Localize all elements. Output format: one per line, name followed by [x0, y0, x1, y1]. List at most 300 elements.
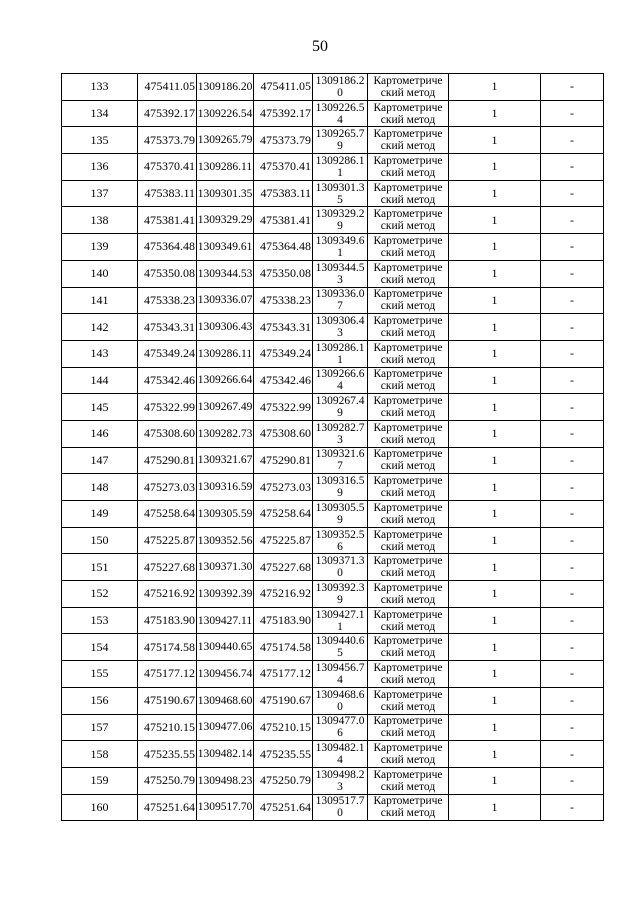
- precision-cell: 1: [449, 207, 541, 234]
- description-cell: -: [541, 474, 604, 501]
- y-existing-cell: 1309456.74: [197, 661, 254, 688]
- table-row: [62, 260, 604, 287]
- x-new-cell: 475174.58: [254, 634, 313, 661]
- x-new-cell: 475343.31: [254, 314, 313, 341]
- x-existing-cell: 475383.11: [138, 180, 197, 207]
- y-existing-cell: 1309226.54: [197, 100, 254, 127]
- x-existing-cell: 475392.17: [138, 100, 197, 127]
- table-row: [62, 367, 604, 394]
- method-text-line2: ский метод: [380, 140, 436, 153]
- x-new-cell: 475273.03: [254, 474, 313, 501]
- point-number-cell: 158: [62, 741, 138, 768]
- x-new-cell: 475364.48: [254, 234, 313, 261]
- table-row: [62, 767, 604, 794]
- x-new-cell: 475322.99: [254, 394, 313, 421]
- x-existing-cell: 475177.12: [138, 661, 197, 688]
- point-number-cell: 154: [62, 634, 138, 661]
- x-new-cell: 475235.55: [254, 741, 313, 768]
- method-text-line2: ский метод: [380, 593, 436, 606]
- method-cell: [368, 394, 449, 421]
- x-new-cell: 475210.15: [254, 714, 313, 741]
- method-text-line2: ский метод: [380, 166, 436, 179]
- method-text-line2: ский метод: [380, 353, 436, 366]
- y-new-cell: 1309282.73: [313, 420, 368, 447]
- method-text-line1: Картометриче: [373, 101, 443, 114]
- method-text-line1: Картометриче: [373, 395, 443, 408]
- method-text-line2: ский метод: [380, 220, 436, 233]
- precision-cell: 1: [449, 154, 541, 181]
- method-cell: [368, 714, 449, 741]
- precision-cell: 1: [449, 74, 541, 101]
- method-cell: [368, 314, 449, 341]
- method-cell: [368, 447, 449, 474]
- y-new-cell: 1309392.39: [313, 581, 368, 608]
- y-existing-cell: 1309371.30: [197, 554, 254, 581]
- method-cell: [368, 687, 449, 714]
- method-text-line2: ский метод: [380, 807, 436, 820]
- method-text-line1: Картометриче: [373, 341, 443, 354]
- method-text-line1: Картометриче: [373, 74, 443, 87]
- method-cell: [368, 367, 449, 394]
- x-existing-cell: 475342.46: [138, 367, 197, 394]
- precision-cell: 1: [449, 554, 541, 581]
- table-row: [62, 661, 604, 688]
- method-cell: [368, 234, 449, 261]
- point-number-cell: 142: [62, 314, 138, 341]
- point-number-cell: 151: [62, 554, 138, 581]
- x-existing-cell: 475225.87: [138, 527, 197, 554]
- description-cell: -: [541, 154, 604, 181]
- point-number-cell: 160: [62, 794, 138, 821]
- precision-cell: 1: [449, 634, 541, 661]
- description-cell: -: [541, 527, 604, 554]
- method-text-line1: Картометриче: [373, 128, 443, 141]
- x-new-cell: 475411.05: [254, 74, 313, 101]
- method-text-line1: Картометриче: [373, 635, 443, 648]
- method-text-line2: ский метод: [380, 460, 436, 473]
- table-row: [62, 794, 604, 821]
- x-existing-cell: 475251.64: [138, 794, 197, 821]
- method-text-line2: ский метод: [380, 567, 436, 580]
- x-new-cell: 475308.60: [254, 420, 313, 447]
- point-number-cell: 139: [62, 234, 138, 261]
- precision-cell: 1: [449, 100, 541, 127]
- x-existing-cell: 475190.67: [138, 687, 197, 714]
- method-text-line1: Картометриче: [373, 154, 443, 167]
- description-cell: -: [541, 794, 604, 821]
- method-cell: [368, 767, 449, 794]
- x-existing-cell: 475174.58: [138, 634, 197, 661]
- point-number-cell: 150: [62, 527, 138, 554]
- method-text-line1: Картометриче: [373, 208, 443, 221]
- description-cell: -: [541, 100, 604, 127]
- point-number-cell: 144: [62, 367, 138, 394]
- method-text-line1: Картометриче: [373, 315, 443, 328]
- y-existing-cell: 1309286.11: [197, 340, 254, 367]
- table-row: [62, 154, 604, 181]
- y-new-cell: 1309265.79: [313, 127, 368, 154]
- y-new-cell: 1309517.70: [313, 794, 368, 821]
- precision-cell: 1: [449, 367, 541, 394]
- x-new-cell: 475250.79: [254, 767, 313, 794]
- x-existing-cell: 475235.55: [138, 741, 197, 768]
- x-existing-cell: 475381.41: [138, 207, 197, 234]
- method-text-line2: ский метод: [380, 513, 436, 526]
- description-cell: -: [541, 420, 604, 447]
- method-text-line2: ский метод: [380, 327, 436, 340]
- precision-cell: 1: [449, 287, 541, 314]
- x-new-cell: 475225.87: [254, 527, 313, 554]
- method-text-line2: ский метод: [380, 193, 436, 206]
- x-existing-cell: 475338.23: [138, 287, 197, 314]
- y-existing-cell: 1309344.53: [197, 260, 254, 287]
- x-existing-cell: 475364.48: [138, 234, 197, 261]
- point-number-cell: 149: [62, 501, 138, 528]
- y-new-cell: 1309336.07: [313, 287, 368, 314]
- method-text-line1: Картометриче: [373, 261, 443, 274]
- description-cell: -: [541, 581, 604, 608]
- point-number-cell: 138: [62, 207, 138, 234]
- description-cell: -: [541, 714, 604, 741]
- table-row: [62, 74, 604, 101]
- precision-cell: 1: [449, 314, 541, 341]
- y-existing-cell: 1309186.20: [197, 74, 254, 101]
- table-row: [62, 687, 604, 714]
- method-text-line1: Картометриче: [373, 181, 443, 194]
- y-existing-cell: 1309440.65: [197, 634, 254, 661]
- method-text-line2: ский метод: [380, 540, 436, 553]
- precision-cell: 1: [449, 767, 541, 794]
- point-number-cell: 147: [62, 447, 138, 474]
- y-existing-cell: 1309265.79: [197, 127, 254, 154]
- x-existing-cell: 475308.60: [138, 420, 197, 447]
- method-text-line2: ский метод: [380, 300, 436, 313]
- y-existing-cell: 1309482.14: [197, 741, 254, 768]
- method-text-line1: Картометриче: [373, 501, 443, 514]
- x-existing-cell: 475349.24: [138, 340, 197, 367]
- description-cell: -: [541, 180, 604, 207]
- y-existing-cell: 1309392.39: [197, 581, 254, 608]
- method-text-line1: Картометриче: [373, 234, 443, 247]
- x-new-cell: 475350.08: [254, 260, 313, 287]
- y-new-cell: 1309482.14: [313, 741, 368, 768]
- table-row: [62, 207, 604, 234]
- description-cell: -: [541, 314, 604, 341]
- y-existing-cell: 1309305.59: [197, 501, 254, 528]
- method-text-line2: ский метод: [380, 673, 436, 686]
- table-row: [62, 714, 604, 741]
- method-cell: [368, 260, 449, 287]
- method-text-line2: ский метод: [380, 620, 436, 633]
- x-existing-cell: 475227.68: [138, 554, 197, 581]
- x-existing-cell: 475290.81: [138, 447, 197, 474]
- point-number-cell: 146: [62, 420, 138, 447]
- table-row: [62, 741, 604, 768]
- method-cell: [368, 607, 449, 634]
- x-new-cell: 475383.11: [254, 180, 313, 207]
- y-new-cell: 1309498.23: [313, 767, 368, 794]
- y-new-cell: 1309316.59: [313, 474, 368, 501]
- table-row: [62, 527, 604, 554]
- x-new-cell: 475177.12: [254, 661, 313, 688]
- x-existing-cell: 475411.05: [138, 74, 197, 101]
- description-cell: -: [541, 74, 604, 101]
- method-text-line1: Картометриче: [373, 715, 443, 728]
- coordinates-table-body: [62, 74, 604, 821]
- method-cell: [368, 501, 449, 528]
- precision-cell: 1: [449, 741, 541, 768]
- method-text-line1: Картометриче: [373, 288, 443, 301]
- method-text-line1: Картометриче: [373, 608, 443, 621]
- point-number-cell: 157: [62, 714, 138, 741]
- point-number-cell: 156: [62, 687, 138, 714]
- point-number-cell: 148: [62, 474, 138, 501]
- x-existing-cell: 475273.03: [138, 474, 197, 501]
- method-text-line1: Картометриче: [373, 581, 443, 594]
- y-existing-cell: 1309352.56: [197, 527, 254, 554]
- precision-cell: 1: [449, 607, 541, 634]
- method-text-line2: ский метод: [380, 113, 436, 126]
- x-existing-cell: 475370.41: [138, 154, 197, 181]
- y-new-cell: 1309186.20: [313, 74, 368, 101]
- method-text-line1: Картометриче: [373, 421, 443, 434]
- description-cell: -: [541, 367, 604, 394]
- y-existing-cell: 1309468.60: [197, 687, 254, 714]
- description-cell: -: [541, 501, 604, 528]
- precision-cell: 1: [449, 340, 541, 367]
- x-new-cell: 475227.68: [254, 554, 313, 581]
- table-row: [62, 501, 604, 528]
- description-cell: -: [541, 767, 604, 794]
- precision-cell: 1: [449, 260, 541, 287]
- x-new-cell: 475370.41: [254, 154, 313, 181]
- y-new-cell: 1309468.60: [313, 687, 368, 714]
- x-new-cell: 475258.64: [254, 501, 313, 528]
- method-text-line2: ский метод: [380, 487, 436, 500]
- method-cell: [368, 527, 449, 554]
- method-cell: [368, 180, 449, 207]
- x-existing-cell: 475216.92: [138, 581, 197, 608]
- precision-cell: 1: [449, 234, 541, 261]
- precision-cell: 1: [449, 474, 541, 501]
- method-text-line2: ский метод: [380, 407, 436, 420]
- y-new-cell: 1309371.30: [313, 554, 368, 581]
- y-new-cell: 1309344.53: [313, 260, 368, 287]
- description-cell: -: [541, 687, 604, 714]
- y-new-cell: 1309301.35: [313, 180, 368, 207]
- x-existing-cell: 475343.31: [138, 314, 197, 341]
- x-existing-cell: 475210.15: [138, 714, 197, 741]
- y-existing-cell: 1309282.73: [197, 420, 254, 447]
- description-cell: -: [541, 741, 604, 768]
- description-cell: -: [541, 554, 604, 581]
- method-cell: [368, 554, 449, 581]
- method-cell: [368, 127, 449, 154]
- y-existing-cell: 1309329.29: [197, 207, 254, 234]
- precision-cell: 1: [449, 661, 541, 688]
- table-row: [62, 634, 604, 661]
- method-cell: [368, 74, 449, 101]
- point-number-cell: 141: [62, 287, 138, 314]
- description-cell: -: [541, 394, 604, 421]
- method-text-line1: Картометриче: [373, 368, 443, 381]
- y-new-cell: 1309266.64: [313, 367, 368, 394]
- x-new-cell: 475338.23: [254, 287, 313, 314]
- y-existing-cell: 1309336.07: [197, 287, 254, 314]
- description-cell: -: [541, 127, 604, 154]
- method-cell: [368, 581, 449, 608]
- x-new-cell: 475373.79: [254, 127, 313, 154]
- point-number-cell: 140: [62, 260, 138, 287]
- page-number: 50: [312, 38, 328, 55]
- x-new-cell: 475342.46: [254, 367, 313, 394]
- method-text-line1: Картометриче: [373, 555, 443, 568]
- point-number-cell: 159: [62, 767, 138, 794]
- method-text-line1: Картометриче: [373, 475, 443, 488]
- method-text-line1: Картометриче: [373, 528, 443, 541]
- precision-cell: 1: [449, 687, 541, 714]
- table-row: [62, 581, 604, 608]
- table-row: [62, 234, 604, 261]
- point-number-cell: 135: [62, 127, 138, 154]
- method-text-line2: ский метод: [380, 246, 436, 259]
- point-number-cell: 136: [62, 154, 138, 181]
- point-number-cell: 155: [62, 661, 138, 688]
- description-cell: -: [541, 607, 604, 634]
- method-cell: [368, 154, 449, 181]
- precision-cell: 1: [449, 394, 541, 421]
- x-new-cell: 475216.92: [254, 581, 313, 608]
- table-row: [62, 447, 604, 474]
- table-row: [62, 420, 604, 447]
- coordinates-table: [61, 73, 604, 821]
- y-new-cell: 1309440.65: [313, 634, 368, 661]
- y-new-cell: 1309321.67: [313, 447, 368, 474]
- method-text-line2: ский метод: [380, 433, 436, 446]
- table-row: [62, 100, 604, 127]
- table-row: [62, 180, 604, 207]
- table-row: [62, 340, 604, 367]
- x-existing-cell: 475350.08: [138, 260, 197, 287]
- method-cell: [368, 474, 449, 501]
- y-existing-cell: 1309349.61: [197, 234, 254, 261]
- method-cell: [368, 100, 449, 127]
- y-new-cell: 1309477.06: [313, 714, 368, 741]
- method-cell: [368, 287, 449, 314]
- x-existing-cell: 475250.79: [138, 767, 197, 794]
- y-new-cell: 1309456.74: [313, 661, 368, 688]
- y-new-cell: 1309306.43: [313, 314, 368, 341]
- precision-cell: 1: [449, 794, 541, 821]
- y-existing-cell: 1309266.64: [197, 367, 254, 394]
- precision-cell: 1: [449, 420, 541, 447]
- method-text-line1: Картометриче: [373, 768, 443, 781]
- method-text-line2: ский метод: [380, 380, 436, 393]
- x-new-cell: 475349.24: [254, 340, 313, 367]
- method-text-line2: ский метод: [380, 780, 436, 793]
- method-text-line1: Картометриче: [373, 448, 443, 461]
- y-new-cell: 1309286.11: [313, 340, 368, 367]
- description-cell: -: [541, 340, 604, 367]
- method-text-line2: ский метод: [380, 86, 436, 99]
- table-row: [62, 554, 604, 581]
- precision-cell: 1: [449, 714, 541, 741]
- method-text-line2: ский метод: [380, 273, 436, 286]
- method-cell: [368, 340, 449, 367]
- x-existing-cell: 475183.90: [138, 607, 197, 634]
- point-number-cell: 134: [62, 100, 138, 127]
- method-text-line2: ский метод: [380, 700, 436, 713]
- table-row: [62, 607, 604, 634]
- method-cell: [368, 794, 449, 821]
- description-cell: -: [541, 634, 604, 661]
- method-text-line2: ский метод: [380, 727, 436, 740]
- description-cell: -: [541, 207, 604, 234]
- point-number-cell: 152: [62, 581, 138, 608]
- y-new-cell: 1309352.56: [313, 527, 368, 554]
- description-cell: -: [541, 661, 604, 688]
- y-existing-cell: 1309286.11: [197, 154, 254, 181]
- y-existing-cell: 1309517.70: [197, 794, 254, 821]
- method-cell: [368, 634, 449, 661]
- description-cell: -: [541, 447, 604, 474]
- method-text-line1: Картометриче: [373, 795, 443, 808]
- description-cell: -: [541, 260, 604, 287]
- point-number-cell: 133: [62, 74, 138, 101]
- y-new-cell: 1309427.11: [313, 607, 368, 634]
- y-new-cell: 1309267.49: [313, 394, 368, 421]
- description-cell: -: [541, 234, 604, 261]
- x-new-cell: 475190.67: [254, 687, 313, 714]
- method-text-line2: ский метод: [380, 754, 436, 767]
- table-row: [62, 474, 604, 501]
- y-existing-cell: 1309477.06: [197, 714, 254, 741]
- x-new-cell: 475381.41: [254, 207, 313, 234]
- x-existing-cell: 475322.99: [138, 394, 197, 421]
- point-number-cell: 143: [62, 340, 138, 367]
- y-new-cell: 1309286.11: [313, 154, 368, 181]
- method-cell: [368, 661, 449, 688]
- x-existing-cell: 475373.79: [138, 127, 197, 154]
- y-existing-cell: 1309301.35: [197, 180, 254, 207]
- y-existing-cell: 1309321.67: [197, 447, 254, 474]
- x-new-cell: 475251.64: [254, 794, 313, 821]
- y-new-cell: 1309305.59: [313, 501, 368, 528]
- table-row: [62, 314, 604, 341]
- y-existing-cell: 1309316.59: [197, 474, 254, 501]
- y-existing-cell: 1309267.49: [197, 394, 254, 421]
- description-cell: -: [541, 287, 604, 314]
- precision-cell: 1: [449, 447, 541, 474]
- method-cell: [368, 207, 449, 234]
- point-number-cell: 145: [62, 394, 138, 421]
- y-new-cell: 1309329.29: [313, 207, 368, 234]
- x-new-cell: 475183.90: [254, 607, 313, 634]
- y-new-cell: 1309349.61: [313, 234, 368, 261]
- y-existing-cell: 1309306.43: [197, 314, 254, 341]
- method-text-line2: ский метод: [380, 647, 436, 660]
- table-row: [62, 394, 604, 421]
- x-new-cell: 475392.17: [254, 100, 313, 127]
- point-number-cell: 137: [62, 180, 138, 207]
- x-new-cell: 475290.81: [254, 447, 313, 474]
- y-existing-cell: 1309427.11: [197, 607, 254, 634]
- method-cell: [368, 420, 449, 447]
- method-text-line1: Картометриче: [373, 742, 443, 755]
- precision-cell: 1: [449, 180, 541, 207]
- method-text-line1: Картометриче: [373, 661, 443, 674]
- precision-cell: 1: [449, 581, 541, 608]
